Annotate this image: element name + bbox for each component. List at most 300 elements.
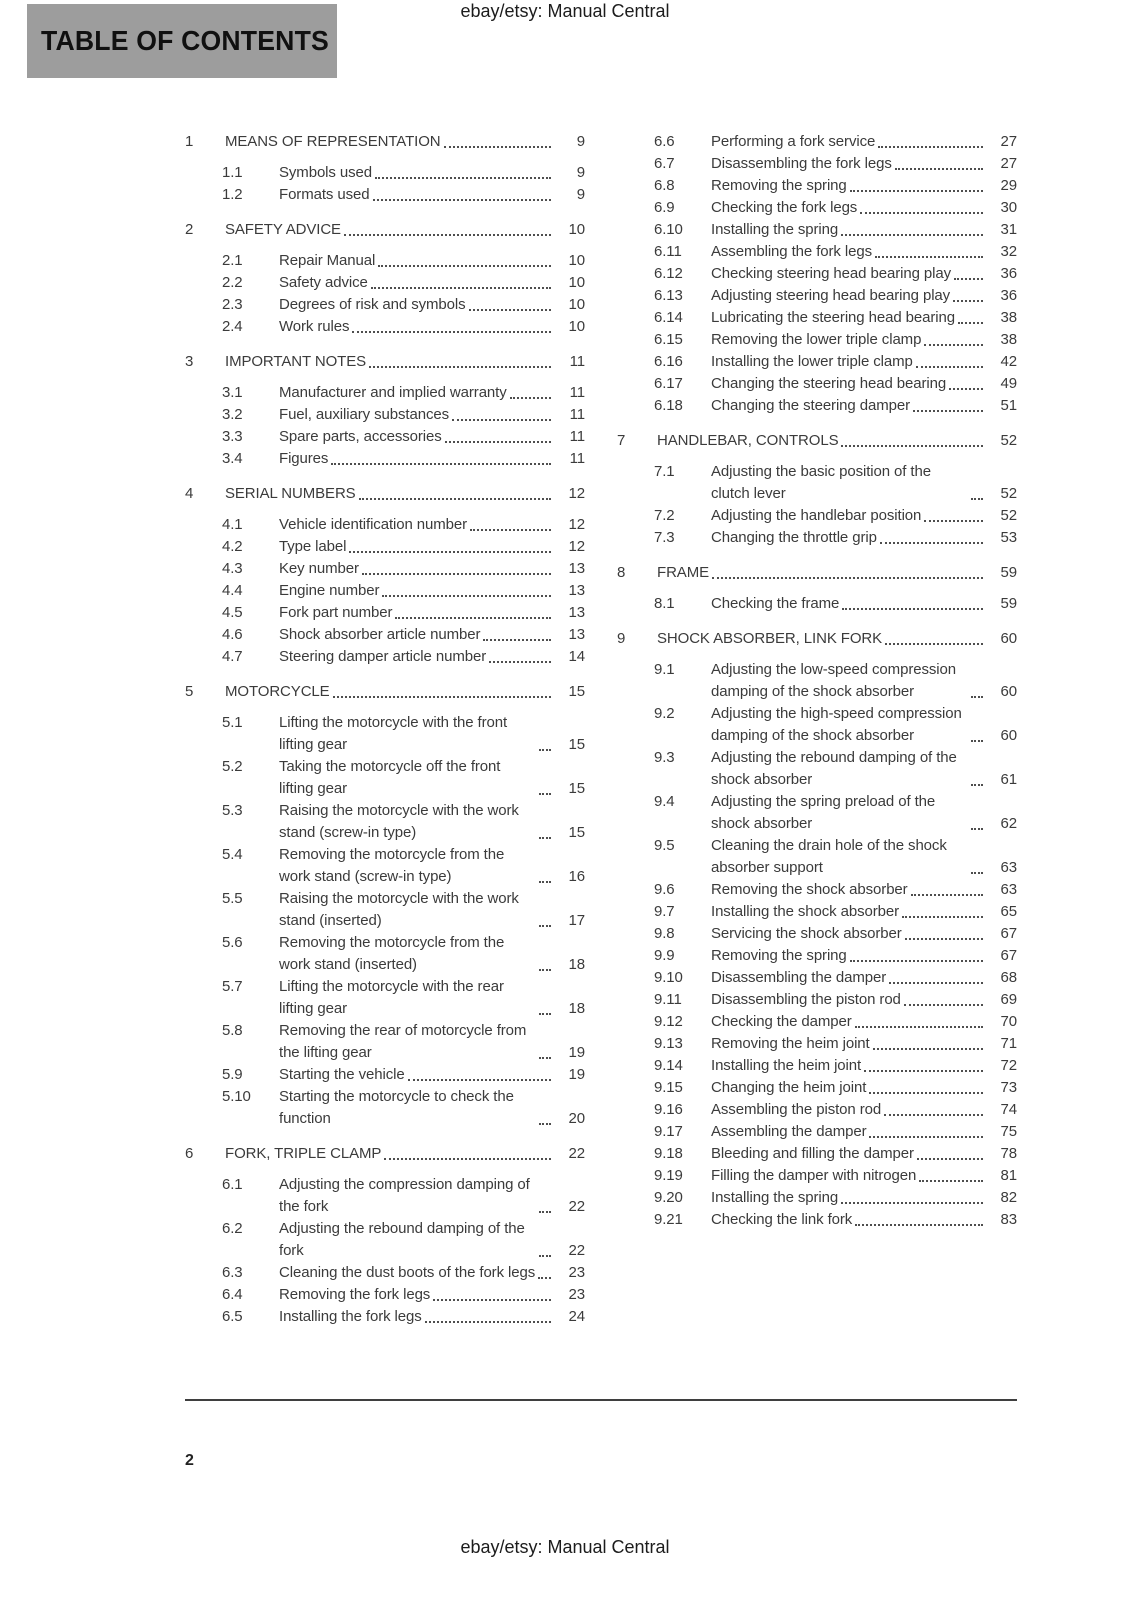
entry-title: Formats used [279,186,370,203]
entry-title: Adjusting the basic position of the clutch lever [711,463,931,502]
entry-title: Key number [279,560,359,577]
entry-title: Installing the spring [711,221,839,238]
toc-sub-entry [617,1011,1017,1033]
entry-page: 36 [1000,287,1017,304]
toc-sub-entry [185,1262,585,1284]
leader-dots [378,265,551,267]
leader-dots [878,146,983,148]
entry-page: 67 [1000,925,1017,942]
toc-sub-entry [185,844,585,888]
leader-dots [885,643,983,645]
leader-dots [359,498,551,500]
entry-page: 71 [1000,1035,1017,1052]
entry-title: Fork part number [279,604,393,621]
toc-sub-entry [617,747,1017,791]
entry-page: 10 [568,318,585,335]
entry-page: 12 [568,485,585,502]
toc-sub-entry [185,602,585,624]
leader-dots [924,520,983,522]
entry-page: 23 [568,1286,585,1303]
toc-sub-entry [185,624,585,646]
entry-title: Lifting the motorcycle with the front lifting gear [279,714,508,753]
entry-title: Checking the fork legs [711,199,858,216]
entry-page: 11 [569,450,585,467]
entry-title: Filling the damper with nitrogen [711,1167,917,1184]
entry-number: 6.10 [654,221,683,238]
toc-sub-entry [185,184,585,206]
entry-page: 36 [1000,265,1017,282]
toc-chapter-entry [185,681,585,703]
entry-page: 15 [568,780,585,797]
leader-dots [539,1211,551,1213]
leader-dots [373,199,552,201]
entry-number: 2.2 [222,274,243,291]
entry-number: 8 [617,564,626,581]
entry-number: 4.7 [222,648,243,665]
leader-dots [395,617,551,619]
entry-title: Adjusting the low-speed compression damping of the shock absorber [711,661,956,700]
entry-page: 38 [1000,331,1017,348]
toc-sub-entry [185,1064,585,1086]
entry-page: 81 [1000,1167,1017,1184]
toc-sub-entry [617,285,1017,307]
leader-dots [850,190,983,192]
toc-sub-entry [185,558,585,580]
entry-number: 6.12 [654,265,683,282]
entry-number: 9.6 [654,881,675,898]
entry-title: Assembling the damper [711,1123,867,1140]
toc-sub-entry [617,901,1017,923]
leader-dots [362,573,551,575]
toc-sub-entry [617,1055,1017,1077]
entry-number: 2.3 [222,296,243,313]
entry-page: 74 [1000,1101,1017,1118]
leader-dots [452,419,551,421]
entry-number: 5.9 [222,1066,243,1083]
leader-dots [539,837,551,839]
entry-page: 23 [568,1264,585,1281]
entry-title: Repair Manual [279,252,376,269]
entry-number: 6.13 [654,287,683,304]
entry-page: 10 [568,221,585,238]
entry-title: Installing the lower triple clamp [711,353,913,370]
toc-chapter-entry [185,219,585,241]
toc-sub-entry [617,263,1017,285]
entry-page: 18 [568,956,585,973]
leader-dots [369,366,551,368]
leader-dots [425,1321,551,1323]
entry-title: Performing a fork service [711,133,876,150]
entry-title: Checking the frame [711,595,840,612]
entry-page: 13 [568,560,585,577]
entry-number: 1 [185,133,194,150]
top-watermark: ebay/etsy: Manual Central [460,1,670,21]
entry-number: 6.9 [654,199,675,216]
toc-chapter-entry [617,628,1017,650]
leader-dots [905,938,983,940]
entry-number: 6.18 [654,397,683,414]
toc-sub-entry [617,373,1017,395]
entry-number: 5.5 [222,890,243,907]
entry-number: 6.14 [654,309,683,326]
entry-title: Fuel, auxiliary substances [279,406,449,423]
entry-title: Bleeding and filling the damper [711,1145,914,1162]
entry-page: 18 [568,1000,585,1017]
entry-page: 75 [1000,1123,1017,1140]
entry-number: 2.4 [222,318,243,335]
toc-sub-entry [617,395,1017,417]
toc-sub-entry [617,505,1017,527]
entry-number: 9.14 [654,1057,683,1074]
entry-number: 6.2 [222,1220,243,1237]
leader-dots [911,894,983,896]
entry-page: 78 [1000,1145,1017,1162]
leader-dots [869,1136,983,1138]
entry-number: 6.17 [654,375,683,392]
entry-number: 9.12 [654,1013,683,1030]
entry-page: 13 [568,626,585,643]
leader-dots [539,793,551,795]
entry-page: 52 [1000,432,1017,449]
entry-title: Cleaning the drain hole of the shock absorber support [711,837,947,876]
entry-page: 11 [569,428,585,445]
entry-number: 9.5 [654,837,675,854]
entry-number: 6.4 [222,1286,243,1303]
leader-dots [875,256,983,258]
toc-sub-entry [617,527,1017,549]
entry-title: Safety advice [279,274,368,291]
entry-number: 3.4 [222,450,243,467]
leader-dots [539,969,551,971]
toc-sub-entry [185,316,585,338]
entry-title: Changing the steering head bearing [711,375,947,392]
toc-chapter-entry [185,483,585,505]
entry-title: Adjusting the high-speed compression damping of the shock absorber [711,705,962,744]
entry-number: 6.7 [654,155,675,172]
toc-sub-entry [617,351,1017,373]
entry-number: 9.15 [654,1079,683,1096]
entry-number: 6.8 [654,177,675,194]
entry-number: 7.2 [654,507,675,524]
entry-number: 9.20 [654,1189,683,1206]
toc-sub-entry [617,659,1017,703]
toc-sub-entry [617,1077,1017,1099]
toc-sub-entry [185,536,585,558]
toc-sub-entry [185,404,585,426]
toc-sub-entry [617,1143,1017,1165]
entry-title: Raising the motorcycle with the work stand (screw-in type) [279,802,519,841]
entry-number: 5.8 [222,1022,243,1039]
entry-number: 9.1 [654,661,675,678]
leader-dots [916,366,983,368]
entry-number: 9 [617,630,626,647]
entry-number: 6.5 [222,1308,243,1325]
entry-title: Type label [279,538,347,555]
leader-dots [953,300,983,302]
entry-page: 10 [568,252,585,269]
leader-dots [880,542,983,544]
toc-sub-entry [185,800,585,844]
entry-page: 29 [1000,177,1017,194]
entry-number: 4.1 [222,516,243,533]
entry-page: 9 [576,164,585,181]
leader-dots [382,595,551,597]
leader-dots [333,696,551,698]
entry-page: 72 [1000,1057,1017,1074]
entry-title: Steering damper article number [279,648,487,665]
entry-title: Changing the steering damper [711,397,910,414]
toc-sub-entry [185,250,585,272]
entry-number: 6.15 [654,331,683,348]
entry-page: 24 [568,1308,585,1325]
leader-dots [971,784,983,786]
leader-dots [864,1070,983,1072]
entry-page: 15 [568,824,585,841]
entry-number: 2.1 [222,252,243,269]
entry-number: 9.7 [654,903,675,920]
leader-dots [408,1079,551,1081]
entry-page: 60 [1000,727,1017,744]
entry-page: 19 [568,1044,585,1061]
entry-title: Adjusting the handlebar position [711,507,922,524]
entry-number: 6.11 [654,243,682,260]
entry-title: IMPORTANT NOTES [225,353,367,370]
entry-number: 7.3 [654,529,675,546]
leader-dots [895,168,983,170]
entry-number: 5.7 [222,978,243,995]
leader-dots [384,1158,551,1160]
entry-title: Changing the throttle grip [711,529,877,546]
page-title: TABLE OF CONTENTS [41,25,329,56]
toc-sub-entry [185,646,585,668]
leader-dots [469,309,551,311]
entry-page: 9 [576,133,585,150]
leader-dots [445,441,551,443]
entry-page: 15 [568,736,585,753]
entry-page: 49 [1000,375,1017,392]
entry-page: 19 [568,1066,585,1083]
leader-dots [349,551,551,553]
entry-title: Adjusting the spring preload of the shock absorber [711,793,936,832]
leader-dots [913,410,983,412]
entry-page: 59 [1000,564,1017,581]
leader-dots [841,445,983,447]
toc-sub-entry [617,1033,1017,1055]
entry-page: 70 [1000,1013,1017,1030]
toc-sub-entry [185,272,585,294]
entry-title: Checking the damper [711,1013,852,1030]
leader-dots [958,322,983,324]
leader-dots [971,828,983,830]
entry-title: Disassembling the damper [711,969,887,986]
toc-sub-entry [185,1218,585,1262]
entry-number: 5.3 [222,802,243,819]
leader-dots [444,146,551,148]
leader-dots [483,639,551,641]
entry-page: 83 [1000,1211,1017,1228]
entry-page: 20 [568,1110,585,1127]
toc-sub-entry [617,1209,1017,1231]
leader-dots [971,498,983,500]
entry-number: 4 [185,485,194,502]
toc-sub-entry [617,593,1017,615]
entry-number: 9.2 [654,705,675,722]
entry-title: FORK, TRIPLE CLAMP [225,1145,382,1162]
entry-title: MEANS OF REPRESENTATION [225,133,441,150]
entry-title: Servicing the shock absorber [711,925,902,942]
toc-sub-entry [185,1020,585,1064]
entry-number: 4.6 [222,626,243,643]
leader-dots [433,1299,551,1301]
entry-number: 6.3 [222,1264,243,1281]
toc-sub-entry [617,219,1017,241]
entry-number: 7 [617,432,626,449]
entry-title: Figures [279,450,329,467]
toc-sub-entry [185,448,585,470]
entry-page: 38 [1000,309,1017,326]
entry-title: Removing the lower triple clamp [711,331,922,348]
leader-dots [850,960,983,962]
toc-sub-entry [617,131,1017,153]
entry-number: 3 [185,353,194,370]
entry-number: 9.19 [654,1167,683,1184]
entry-number: 6.1 [222,1176,243,1193]
toc-sub-entry [185,712,585,756]
entry-page: 22 [568,1198,585,1215]
entry-page: 59 [1000,595,1017,612]
toc-sub-entry [617,241,1017,263]
entry-page: 69 [1000,991,1017,1008]
entry-title: Checking steering head bearing play [711,265,951,282]
entry-page: 9 [576,186,585,203]
toc-sub-entry [617,1165,1017,1187]
entry-number: 2 [185,221,194,238]
leader-dots [869,1092,983,1094]
footer-rule [185,1399,1017,1401]
entry-page: 22 [568,1145,585,1162]
entry-title: Vehicle identification number [279,516,468,533]
entry-title: Disassembling the piston rod [711,991,901,1008]
leader-dots [371,287,551,289]
toc-sub-entry [617,879,1017,901]
leader-dots [375,177,551,179]
entry-page: 27 [1000,133,1017,150]
entry-title: Adjusting steering head bearing play [711,287,951,304]
toc-sub-entry [185,162,585,184]
entry-title: HANDLEBAR, CONTROLS [657,432,839,449]
entry-title: Removing the spring [711,177,847,194]
entry-title: Adjusting the rebound damping of the shock absorber [711,749,957,788]
entry-number: 6.6 [654,133,675,150]
toc-chapter-entry [617,562,1017,584]
entry-title: Adjusting the rebound damping of the fork [279,1220,525,1259]
entry-title: SHOCK ABSORBER, LINK FORK [657,630,883,647]
leader-dots [712,577,983,579]
entry-page: 12 [568,538,585,555]
toc-sub-entry [185,426,585,448]
toc-chapter-entry [185,351,585,373]
entry-title: Manufacturer and implied warranty [279,384,507,401]
entry-number: 4.4 [222,582,243,599]
entry-title: Work rules [279,318,350,335]
toc-sub-entry [185,932,585,976]
entry-number: 4.3 [222,560,243,577]
entry-page: 60 [1000,630,1017,647]
entry-title: Lifting the motorcycle with the rear lifting gear [279,978,504,1017]
entry-number: 5.1 [222,714,243,731]
entry-page: 65 [1000,903,1017,920]
leader-dots [470,529,551,531]
leader-dots [539,925,551,927]
toc-sub-entry [617,329,1017,351]
entry-page: 63 [1000,859,1017,876]
entry-number: 9.9 [654,947,675,964]
entry-title: Assembling the fork legs [711,243,873,260]
toc-columns [185,131,1017,1328]
entry-title: Starting the motorcycle to check the function [279,1088,514,1127]
toc-sub-entry [185,294,585,316]
entry-page: 51 [1000,397,1017,414]
entry-title: Shock absorber article number [279,626,481,643]
entry-title: Removing the spring [711,947,847,964]
toc-sub-entry [185,580,585,602]
entry-page: 31 [1000,221,1017,238]
entry-number: 3.2 [222,406,243,423]
entry-title: Taking the motorcycle off the front lifting gear [279,758,501,797]
toc-sub-entry [617,791,1017,835]
entry-page: 12 [568,516,585,533]
leader-dots [971,740,983,742]
entry-page: 11 [569,353,585,370]
leader-dots [539,1057,551,1059]
entry-title: Adjusting the compression damping of the fork [279,1176,530,1215]
leader-dots [971,872,983,874]
entry-title: SERIAL NUMBERS [225,485,356,502]
leader-dots [855,1224,983,1226]
leader-dots [510,397,551,399]
page-number: 2 [185,1452,194,1469]
leader-dots [538,1277,551,1279]
entry-page: 73 [1000,1079,1017,1096]
entry-title: Installing the spring [711,1189,839,1206]
entry-page: 14 [568,648,585,665]
leader-dots [860,212,983,214]
entry-page: 27 [1000,155,1017,172]
entry-title: Removing the motorcycle from the work stand (inserted) [279,934,505,973]
entry-number: 9.4 [654,793,675,810]
toc-sub-entry [185,756,585,800]
entry-number: 9.17 [654,1123,683,1140]
entry-page: 15 [568,683,585,700]
entry-number: 9.8 [654,925,675,942]
entry-page: 32 [1000,243,1017,260]
leader-dots [902,916,983,918]
leader-dots [841,234,983,236]
entry-number: 3.1 [222,384,243,401]
toc-sub-entry [617,945,1017,967]
entry-page: 52 [1000,485,1017,502]
entry-page: 53 [1000,529,1017,546]
leader-dots [539,1123,551,1125]
leader-dots [489,661,551,663]
entry-title: Disassembling the fork legs [711,155,892,172]
leader-dots [842,608,983,610]
toc-sub-entry [185,888,585,932]
leader-dots [539,1013,551,1015]
entry-title: Starting the vehicle [279,1066,405,1083]
entry-page: 62 [1000,815,1017,832]
entry-title: MOTORCYCLE [225,683,330,700]
